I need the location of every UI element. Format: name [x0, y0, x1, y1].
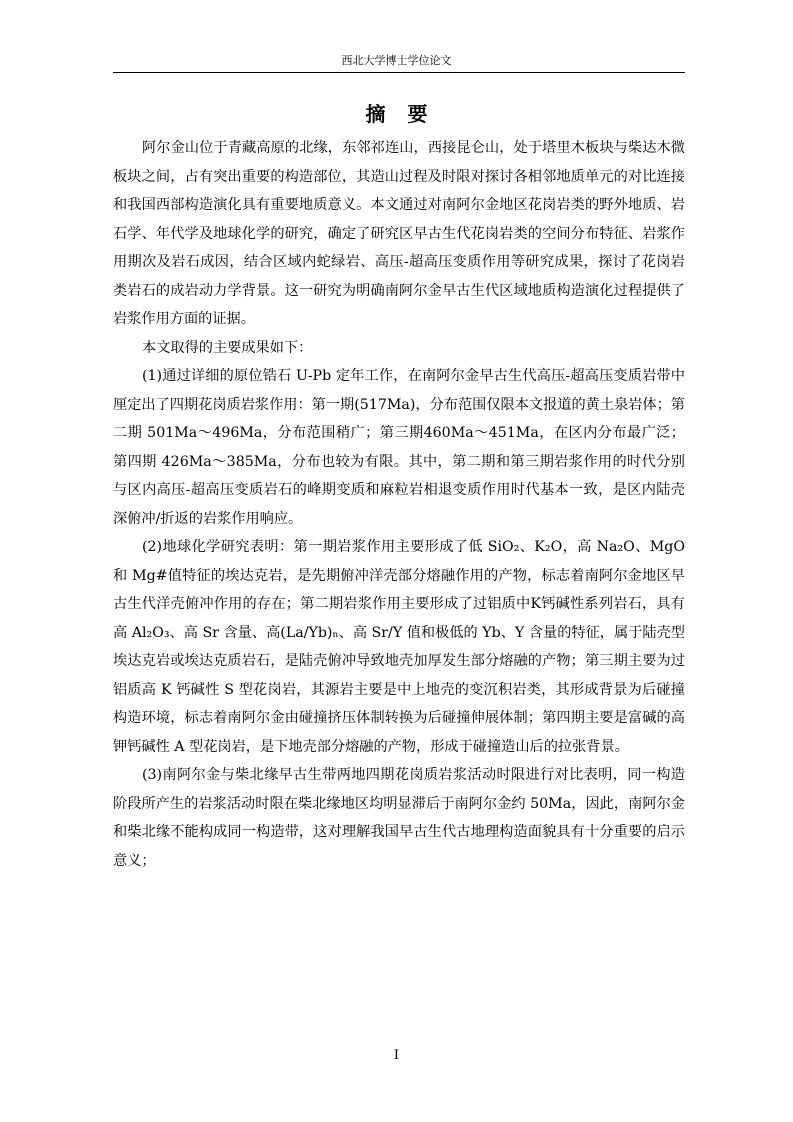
paragraph-result-3: (3)南阿尔金与柴北缘早古生带两地四期花岗质岩浆活动时限进行对比表明，同一构造阶段所产生的岩浆活动时限在柴北缘地区均明显滞后于南阿尔金约 50Ma，因此，南阿尔金和柴北缘不能构成同一构造带，这对理解我国早古生代古地理构造面貌具有十分重要的启示意义； [113, 767, 685, 869]
paragraph-intro: 阿尔金山位于青藏高原的北缘，东邻祁连山，西接昆仑山，处于塔里木板块与柴达木微板块之间，占有突出重要的构造部位，其造山过程及时限对探讨各相邻地质单元的对比连接和我国西部构造演化具有重要地质意义。本文通过对南阿尔金地区花岗岩类的野外地质、岩石学、年代学及地球化学的研究，确定了研究区早古生代花岗岩类的空间分布特征、岩浆作用期次及岩石成因，结合区域内蛇绿岩、高压-超高压变质作用等研究成果，探讨了花岗岩类岩石的成岩动力学背景。这一研究为明确南阿尔金早古生代区域地质构造演化过程提供了岩浆作用方面的证据。 [113, 140, 685, 327]
paragraph-results-lead: 本文取得的主要成果如下： [142, 339, 313, 356]
paragraph-result-2: (2)地球化学研究表明：第一期岩浆作用主要形成了低 SiO₂、K₂O，高 Na₂O、MgO 和 Mg#值特征的埃达克岩，是先期俯冲洋壳部分熔融作用的产物，标志着南阿尔金地区早古生代洋壳俯冲作用的存在；第二期岩浆作用主要形成了过铝质中K钙碱性系列岩石，具有高 Al₂O₃、高 Sr 含量、高(La/Yb)ₙ、高 Sr/Y 值和极低的 Yb、Y 含量的特征，属于陆壳型埃达克岩或埃达克质岩石，是陆壳俯冲导致地壳加厚发生部分熔融的产物；第三期主要为过铝质高 K 钙碱性 S 型花岗岩，其源岩主要是中上地壳的变沉积岩类，其形成背景为后碰撞构造环境，标志着南阿尔金由碰撞挤压体制转换为后碰撞伸展体制；第四期主要是富碱的高钾钙碱性 A 型花岗岩，是下地壳部分熔融的产物，形成于碰撞造山后的拉张背景。 [113, 539, 685, 755]
paragraph-result-1: (1)通过详细的原位锆石 U-Pb 定年工作，在南阿尔金早古生代高压-超高压变质岩带中厘定出了四期花岗质岩浆作用：第一期(517Ma)，分布范围仅限本文报道的黄土泉岩体；第二期 501Ma～496Ma，分布范围稍广；第三期460Ma～451Ma，在区内分布最广泛；第四期 426Ma～385Ma，分布也较为有限。其中，第二期和第三期岩浆作用的时代分别与区内高压-超高压变质岩石的峰期变质和麻粒岩相退变质作用时代基本一致，是区内陆壳深俯冲/折返的岩浆作用响应。 [113, 368, 685, 527]
header-rule [113, 72, 685, 73]
running-header: 西北大学博士学位论文 [341, 54, 452, 67]
abstract-title: 摘要 [365, 102, 450, 126]
abstract-body [113, 134, 685, 875]
page-number: I [393, 1048, 400, 1063]
